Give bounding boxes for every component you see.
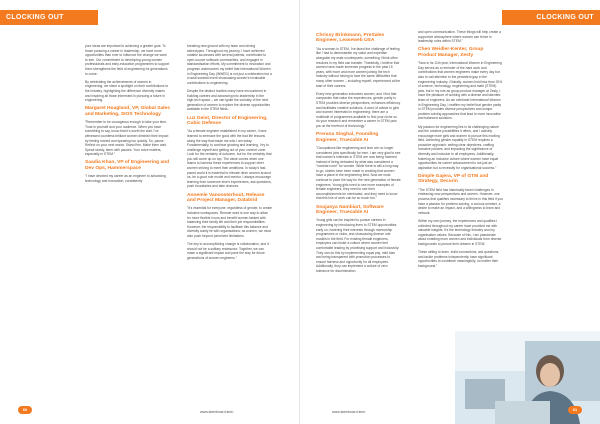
section-banner-right: CLOCKING OUT — [502, 10, 600, 25]
page-divider — [299, 0, 300, 424]
body-paragraph: your ideas are important to achieving a greater goal. To those pursuing a career in leadership, we have more opportunities than ever to influence the change we want to see. Our commitment to developing young women professionals and early-education programmes to support them strengthens the field of engineering for generations to come. — [85, 44, 170, 76]
contributor-heading: Margaret Hoagland, VP, Global Sales and Marketing, SIOS Technology — [85, 106, 170, 117]
contributor-heading: Dimple Gajera, VP of GTM and Strategy, Securin — [418, 174, 489, 185]
article-column-2 — [187, 44, 272, 264]
body-paragraph: Every new generation inductees women, and I find that companies that value the experiences, gender parity is STEM provides diverse perspectives, enhances efficiency and facilitates creative solutions. A word of advice to girls and women interested in engineering: there are a multitude of programmes available to find your niche so do your research and remember a career in STEM puts you at the forefront of technology." — [316, 91, 401, 128]
body-paragraph: "I have devoted my career as an engineer to advancing technology and innovation, consistently — [85, 174, 166, 183]
footer-url-right[interactable]: www.stemboard.tech — [332, 410, 366, 414]
body-paragraph: Young girls can be inspired to pursue careers in engineering by introducing them to STEM opportunities early on, fostering their interests through mentorship programmes or clubs, and showcasing diverse role models in the field. For existing female engineers, employers can foster a culture where women feel comfortable leading by prioritising support and inclusivity. They can do this by implementing equal pay, mild bias and being transparent with promotion processes to ensure fairness and opportunity for all employees. Additionally, they can implement a culture of zero tolerance for discrimination — [316, 218, 400, 273]
article-column-4 — [418, 30, 503, 272]
article-column-1 — [85, 44, 170, 187]
body-paragraph: Within my own journey, the experiences and qualities I collected throughout my career have provided me with valuable insights. It's the technology industry and my organisation values. Because of this, I am passionate about enabling more women and individuals from diverse backgrounds to pursue their dreams in STEM. — [418, 219, 502, 246]
article-column-3 — [316, 30, 401, 277]
contributor-heading: Chrissy Brinkmann, PreSales Engineer, Leaseweb USA — [316, 33, 385, 44]
contributor-heading: Prerana Singhal, Founding Engineer, Truecable AI — [316, 132, 379, 143]
contributor-heading: Saadia Khan, VP of Engineering and Dev Ops, Hammerspace — [85, 160, 170, 171]
footer-url-left[interactable]: www.stemboard.tech — [200, 410, 234, 414]
page-number-left: 60 — [18, 406, 32, 414]
contributor-heading: Soujanya Nambiart, Software Engineer, Truecable AI — [316, 204, 384, 216]
body-paragraph: "The STEM field has historically faced challenges in embracing new perspectives and women. However, one process that qualifies necessary to thrive in this field if you have a passion for problem-solving, a curious mindset, a desire to make an impact, and a willingness to learn and network. — [418, 187, 503, 215]
body-paragraph: "As a female engineer established in my career, I have learned to embrace the good with the bad life lessons along the way that made me who I am today. Fundamentally, to continue growing and learning, I try to challenge myself and getting out of your comfort zone. Look for the certainty of outcome, but for the certainty that you will come up on top. The value comes when one learns to harness these experiences to support other women striving to meet their ambitions. In today's fast-paced world it is essential to elevate other women around us, be a good role model and mentor. I always encourage learning from someone else's experiences, ask questions, push boundaries and take chances. — [187, 129, 272, 189]
body-paragraph: Despite the distinct hurdles many have encountered in building careers and advancing into leadership in the high-tech space – we can ignite the curiosity of the next generation of women to explore the diverse opportunities available in the STEM fields. — [187, 88, 271, 112]
contributor-heading: Annemie Vanoosterhout, Release and Project Manager, Databrid — [187, 192, 265, 204]
body-paragraph: and open communication. These things will help create a supportive atmosphere where women can thrive in leadership roles within STEM." — [418, 30, 501, 44]
section-banner-left: CLOCKING OUT — [0, 10, 98, 25]
body-paragraph: "Now in its 11th year, International Women in Engineering Day serves as a reminder of the hard work and contributions that women engineers make every day but also to call attention to the persistent gap in the engineering industry. Globally, women hold less than 20% of science, technology, engineering and math (STEM) jobs, but in my role as group product manager at Zesty, I have the pleasure of working with a diverse and talented team of engineers. As we celebrate International Women in Engineering Day, I reaffirm my belief that gender parity in STEM provides diverse perspectives and unique problem-solving approaches that lead to more innovative and balanced solutions. — [418, 61, 503, 121]
page-number-right: 61 — [568, 406, 582, 414]
body-paragraph: "Occupations like engineering and tech are no longer considered jobs specifically for men. I am very glad to see that women's interests in STEM are now being fostered instead of being detracted by what was considered a "societal norm" for women. While there is still a long way to go, strides have been made in creating that women have a place in the engineering field. Now we must continue to pave the way for the new generation of female engineers. Young girls need to see more examples of female engineers, they need to see their accomplishments be celebrated, and they need to know that this line of work can be so much fun." — [316, 145, 401, 201]
body-paragraph: The key to accomplishing change is collaboration, and it should not be a solitary endeavour. Together, we can make a significant impact and pave the way for future generations of women engineers." — [187, 242, 269, 260]
body-paragraph: "Remember to be courageous enough to take your time, Trust in yourself and your audience. When you have something to say, know that it's worth the wait. I've witnessed countless brilliant women diminish their impact by feeling rushed and speaking too quickly. So, pause. Reflect on your next words. Stand firm. Make them wait. Speak slowly, steer with pauses. Your voice matters, especially in STEM." — [85, 120, 169, 157]
contributor-heading: Chen Weidler-Kenter, Group Product Manager, Zesty — [418, 47, 484, 58]
body-paragraph: By celebrating the achievements of women in engineering, we shine a spotlight on their contributions to the industry, highlighting the difference diversity makes and inspiring all those interested in pursuing a future in engineering. — [85, 79, 169, 103]
body-paragraph: breaking new ground with my team and driving stereotypes. Throughout my journey, I have achieved notable successes with several patents, contributed to open-source software communities, and engaged in standardisation efforts. My commitment to innovation and progress underscores my belief that International Women in Engineering Day (INWED) is not just a celebration but a crucial societal event showcasing women's invaluable contributions to engineering. — [187, 44, 272, 85]
body-paragraph: "As a woman in STEM, I've faced the challenge of feeling like I had to demonstrate my value and expertise alongside my male counterparts, something I think often resolves in my field can transfer. Thankfully, I believe that women have made immense progress in the past 15 years, with more and more women joining the tech industry without having to face the same difficulties that many other women – including myself, experienced at the start of their careers. — [316, 46, 401, 88]
body-paragraph: My passion for engineering lies in its challenging nature and the creative possibilities it offers, and I actively encourage more girls and women to pursue this exciting field. Achieving gender equality in STEM requires a proactive approach: setting clear objectives, crafting inclusive policies, and impacting the significance of diversity and inclusion to all employees. Additionally, fostering an inclusive culture where women have equal opportunities for career advancement is not just an aspiration but a necessity for organisational success." — [418, 124, 500, 170]
contributor-heading: Luz Geist, Director of Engineering, Cubic Defense — [187, 115, 268, 126]
body-paragraph: These willing to learn, build connections, ask questions, and tackle problems independently have significant opportunities to contribute meaningfully, no matter their background." — [418, 250, 500, 268]
body-paragraph: "It's essential for everyone, regardless of gender, to create inclusive workspaces. Remote work is one way to allow for more flexible hours and benefit women tasked with balancing their family life and their job responsibilities. However, the responsibility to facilitate this balance and diversity solely lie with organisations; as women, we must also push beyond perceived limitations. — [187, 206, 273, 238]
